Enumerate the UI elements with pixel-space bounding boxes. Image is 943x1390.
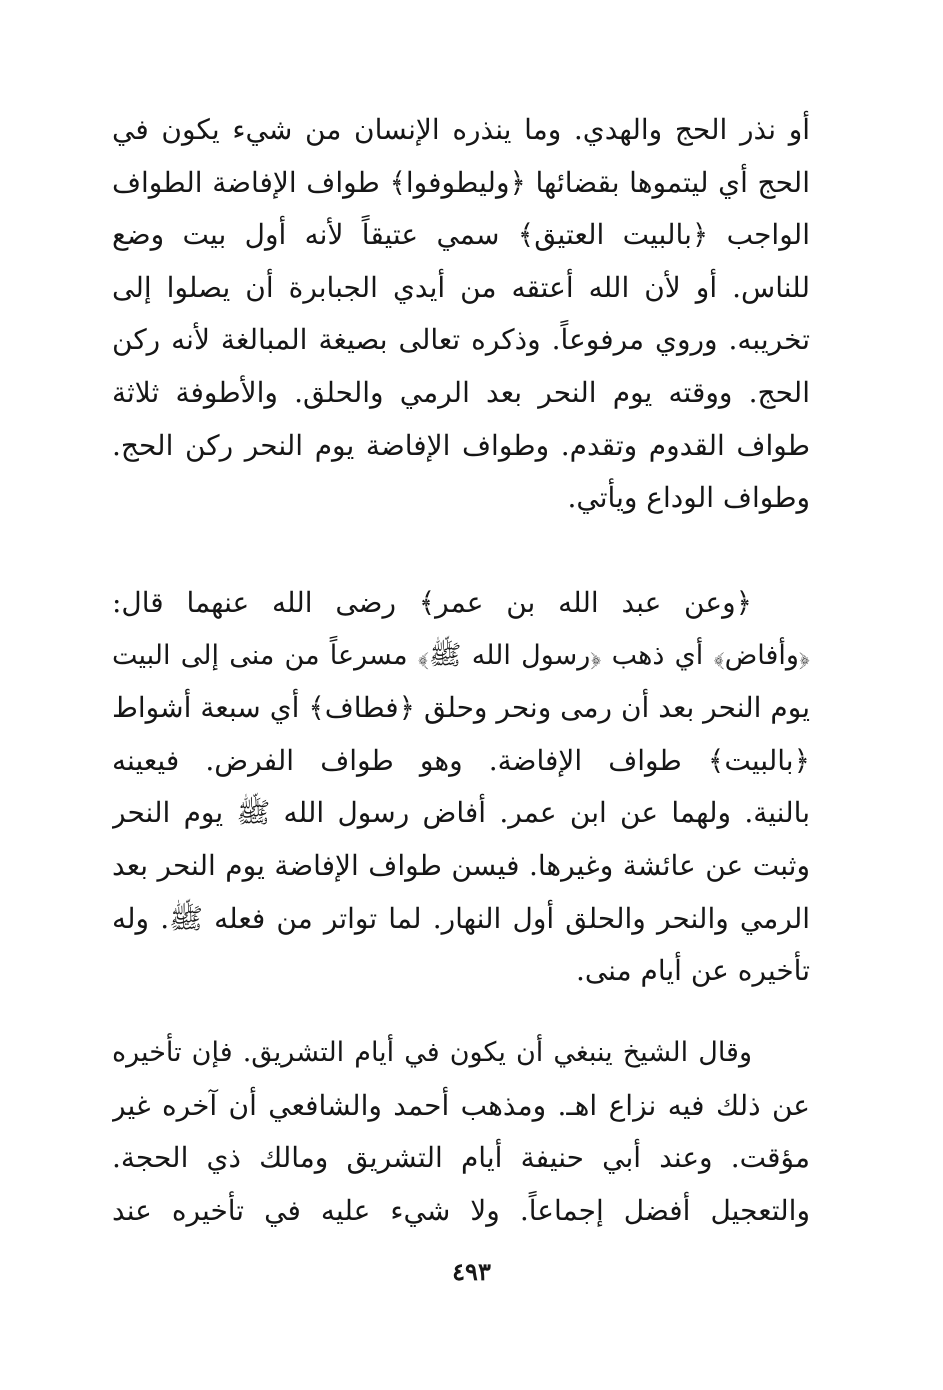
page-number: ٤٩٣ [452, 1257, 491, 1286]
text-line: ﴿بالبيت﴾ طواف الإفاضة. وهو طواف الفرض. فيعينه [112, 743, 810, 777]
text-line: بالنية. ولهما عن ابن عمر. أفاض رسول الله ﷺ يوم النحر [112, 796, 810, 830]
text-line: ﴿وأفاض﴾ أي ذهب ﴿رسول الله ﷺ﴾ مسرعاً من منى إلى البيت [112, 639, 810, 671]
text-line: للناس. أو لأن الله أعتقه من أيدي الجبابرة أن يصلوا إلى [112, 270, 810, 304]
paragraph-3 [112, 1027, 810, 1237]
text-line: أو نذر الحج والهدي. وما ينذره الإنسان من شيء يكون في [112, 113, 810, 146]
text-line: وطواف الوداع ويأتي. [567, 481, 810, 515]
text-line: الواجب ﴿بالبيت العتيق﴾ سمي عتيقاً لأنه أول بيت وضع [112, 218, 810, 252]
text-line: الحج. ووقته يوم النحر بعد الرمي والحلق. والأطوفة ثلاثة [112, 375, 810, 409]
text-line: يوم النحر بعد أن رمى ونحر وحلق ﴿فطاف﴾ أي سبعة أشواط [112, 691, 810, 725]
text-line: والتعجيل أفضل إجماعاً. ولا شيء عليه في تأخيره عند [112, 1193, 810, 1227]
text-line: وقال الشيخ ينبغي أن يكون في أيام التشريق. فإن تأخيره [112, 1037, 752, 1068]
text-line: تخريبه. وروي مرفوعاً. وذكره تعالى بصيغة المبالغة لأنه ركن [112, 323, 810, 357]
paragraph-2 [112, 577, 810, 998]
text-line: ﴿وعن عبد الله بن عمر﴾ رضى الله عنهما قال: [112, 586, 752, 619]
text-line: تأخيره عن أيام منى. [575, 954, 810, 988]
text-line: مؤقت. وعند أبي حنيفة أيام التشريق ومالك ذي الحجة. [112, 1141, 810, 1175]
text-line: وثبت عن عائشة وغيرها. فيسن طواف الإفاضة يوم النحر بعد [112, 848, 810, 882]
paragraph-1 [112, 104, 810, 525]
text-line: عن ذلك فيه نزاع اهـ. ومذهب أحمد والشافعي أن آخره غير [112, 1088, 810, 1122]
text-line: الرمي والنحر والحلق أول النهار. لما تواتر من فعله ﷺ. وله [112, 901, 810, 935]
text-line: الحج أي ليتموها بقضائها ﴿وليطوفوا﴾ طواف الإفاضة الطواف [112, 165, 810, 199]
text-line: طواف القدوم وتقدم. وطواف الإفاضة يوم النحر ركن الحج. [112, 428, 810, 462]
